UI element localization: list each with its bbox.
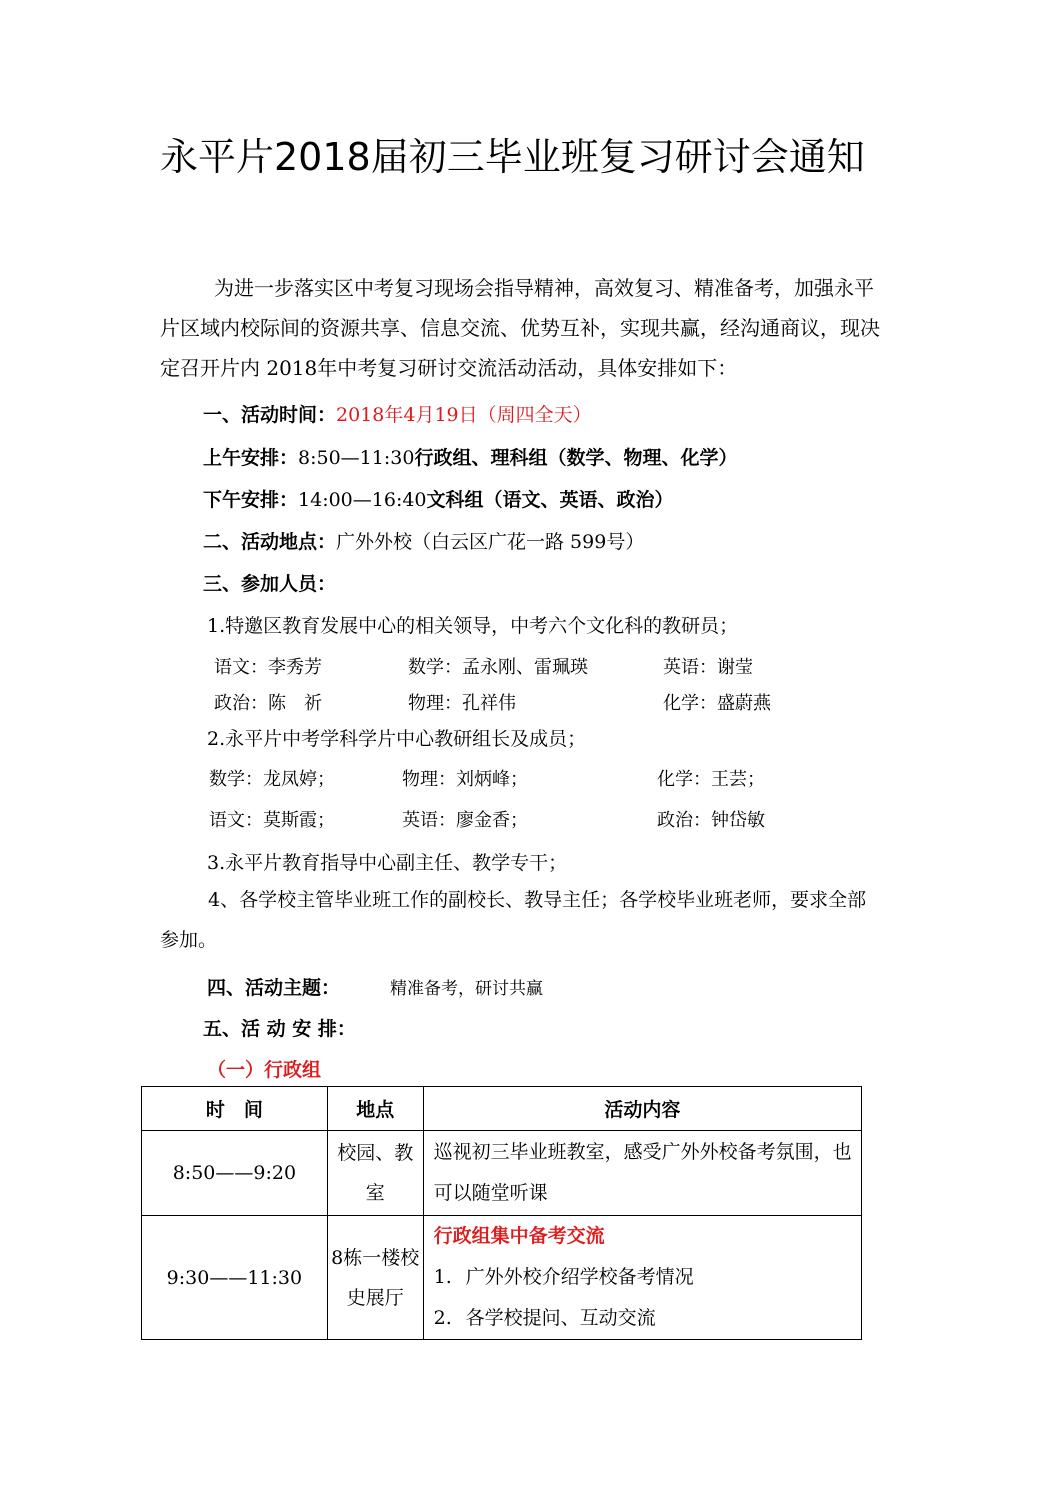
header-place: 地点 [327,1087,423,1131]
researcher-english: 英语：谢莹 [663,657,753,678]
row-content [423,1216,861,1340]
time-value: 2018年4月19日（周四全天） [336,404,592,426]
table-row [142,1131,862,1216]
schedule-table [141,1086,862,1340]
researcher-physics: 物理：孔祥伟 [408,693,516,714]
morning-schedule [203,443,737,470]
activity-time [203,400,592,427]
row-content-item: 1. 广外外校介绍学校备考情况 [433,1266,694,1288]
place-value: 广外外校（白云区广花一路 599号） [336,531,645,553]
header-content: 活动内容 [423,1087,861,1131]
afternoon-time: 14:00—16:40 [298,489,427,511]
row-content-title: 行政组集中备考交流 [433,1225,605,1247]
intro-paragraph: 为进一步落实区中考复习现场会指导精神，高效复习、精准备考，加强永平片区域内校际间的资源共享、信息交流、优势互补，实现共赢，经沟通商议，现决定召开片内 2018年中考复习研讨交流活动活动，具体安排如下： [160,276,880,380]
afternoon-value: 文科组（语文、英语、政治） [426,489,674,511]
member-physics: 物理：刘炳峰； [402,769,528,790]
researcher-politics: 政治：陈 祈 [214,693,322,714]
researcher-chinese: 语文：李秀芳 [214,657,322,678]
row-place: 8栋一楼校史展厅 [327,1216,423,1340]
researcher-chemistry: 化学：盛蔚燕 [663,693,771,714]
participant-item-2: 2.永平片中考学科学片中心教研组长及成员； [207,728,587,750]
header-time: 时 间 [142,1087,328,1131]
row-content-item: 2. 各学校提问、互动交流 [433,1307,656,1329]
row-place: 校园、教室 [327,1131,423,1216]
row-time: 8:50——9:20 [142,1131,328,1216]
morning-time: 8:50—11:30 [298,447,415,469]
theme-label: 四、活动主题： [207,977,341,999]
member-chinese: 语文：莫斯霞； [209,810,335,831]
participant-item-4: 4、各学校主管毕业班工作的副校长、教导主任；各学校毕业班老师，要求全部参加。 [160,889,867,951]
group-admin-label: （一）行政组 [207,1059,322,1081]
morning-label: 上午安排： [203,447,299,469]
row-time: 9:30——11:30 [142,1216,328,1340]
table-header-row [142,1087,862,1131]
member-chemistry: 化学：王芸； [657,769,765,790]
document-title: 永平片2018届初三毕业班复习研讨会通知 [160,135,865,179]
participant-item-3: 3.永平片教育指导中心副主任、教学专干； [207,852,568,874]
people-label: 三、参加人员： [203,573,337,595]
table-row [142,1216,862,1340]
researcher-math: 数学：孟永刚、雷珮瑛 [408,657,588,678]
participant-item-1: 1.特邀区教育发展中心的相关领导，中考六个文化科的教研员； [207,615,739,637]
theme-value: 精准备考，研讨共赢 [390,979,544,999]
activity-place [203,527,644,554]
member-math: 数学：龙凤婷； [209,769,335,790]
afternoon-label: 下午安排： [203,489,299,511]
activity-theme [207,973,543,1000]
row-content: 巡视初三毕业班教室，感受广外外校备考氛围，也可以随堂听课 [423,1131,861,1216]
place-label: 二、活动地点： [203,531,337,553]
member-english: 英语：廖金香； [402,810,528,831]
arrangement-label: 五、活 动 安 排： [203,1018,356,1040]
afternoon-schedule [203,485,674,512]
time-label: 一、活动时间： [203,404,337,426]
morning-value: 行政组、理科组（数学、物理、化学） [414,447,738,469]
member-politics: 政治：钟岱敏 [657,810,765,831]
